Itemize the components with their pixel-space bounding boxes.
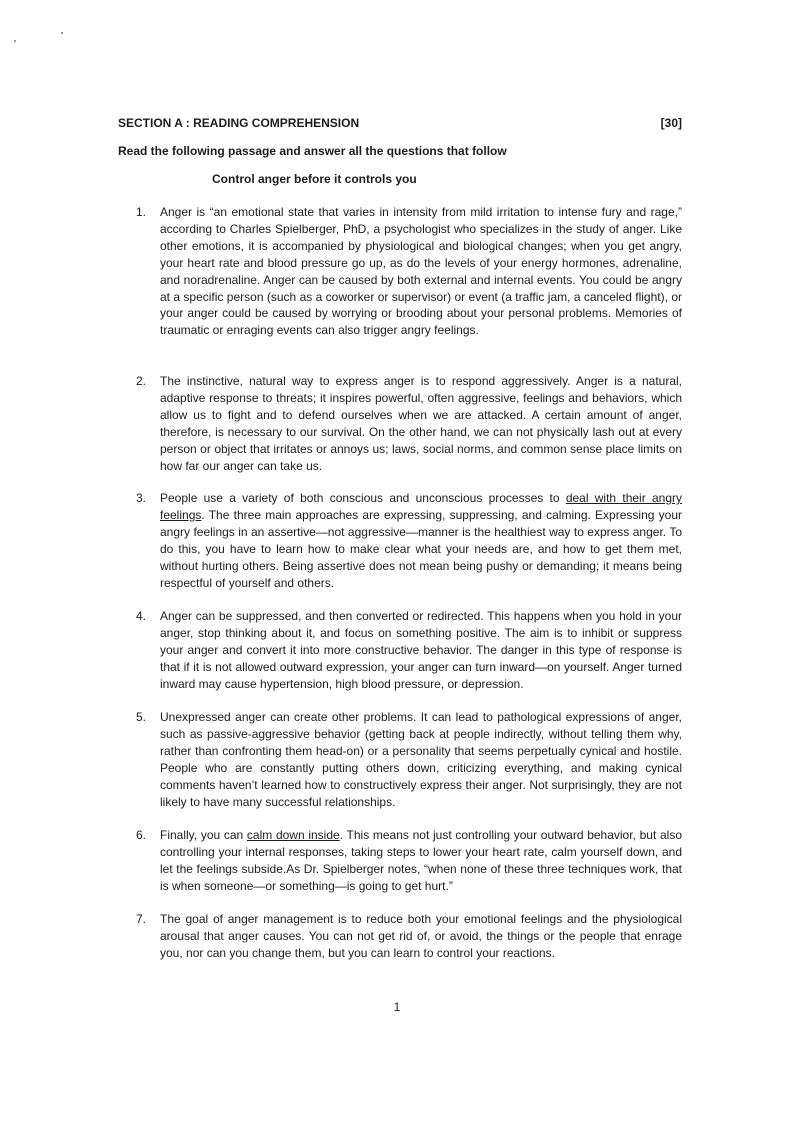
paragraph-text: Unexpressed anger can create other problems. It can lead to pathological expressions of anger, such as passive-aggressive behavior (getting back at people indirectly, without telling them why, rather than confronting them head-on) or a personality that seems perpetually cynical and hostile. People who are constantly putting others down, criticizing everything, and making cynical comments haven’t learned how to constructively express their anger. Not surprisingly, they are not likely to have many successful relationships.	[160, 710, 682, 809]
paragraph-7	[136, 911, 682, 962]
paragraph-text: Finally, you can calm down inside. This means not just controlling your outward behavior, but also controlling your internal responses, taking steps to lower your heart rate, calm yourself down, and let the feelings subside.As Dr. Spielberger notes, “when none of these three techniques work, that is when someone—or something—is going to get hurt.”	[160, 828, 682, 893]
paragraph-1	[136, 204, 682, 339]
paragraph-5	[136, 709, 682, 810]
paragraph-text: People use a variety of both conscious and unconscious processes to deal with their angry feelings. The three main approaches are expressing, suppressing, and calming. Expressing your angry feelings in an assertive—not aggressive—manner is the healthiest way to express anger. To do this, you have to learn how to make clear what your needs are, and how to get them met, without hurting others. Being assertive does not mean being pushy or demanding; it means being respectful of yourself and others.	[160, 491, 682, 590]
paragraph-number: 7.	[136, 912, 147, 926]
paragraph-number: 2.	[136, 374, 147, 388]
section-header	[118, 116, 682, 130]
instruction-text: Read the following passage and answer all the questions that follow	[118, 144, 507, 158]
scan-speck	[61, 32, 63, 34]
paragraph-4	[136, 608, 682, 693]
underlined-phrase: calm down inside	[246, 828, 340, 842]
section-heading: SECTION A : READING COMPREHENSION	[118, 116, 360, 130]
paragraph-text: The goal of anger management is to reduce both your emotional feelings and the physiological arousal that anger causes. You can not get rid of, or avoid, the things or the people that enrage you, nor can you change them, but you can learn to control your reactions.	[160, 912, 682, 960]
paragraph-3	[136, 490, 682, 591]
page-number: 1	[393, 1000, 401, 1014]
scan-speck	[14, 40, 16, 42]
paragraph-6	[136, 827, 682, 895]
paragraph-number: 5.	[136, 710, 147, 724]
paragraph-2	[136, 373, 682, 474]
paragraph-number: 6.	[136, 828, 147, 842]
underlined-phrase: deal with their angry feelings	[160, 491, 682, 522]
section-marks: [30]	[660, 116, 682, 130]
paragraph-text: Anger can be suppressed, and then converted or redirected. This happens when you hold in your anger, stop thinking about it, and focus on something positive. The aim is to inhibit or suppress your anger and convert it into more constructive behavior. The danger in this type of response is that if it is not allowed outward expression, your anger can turn inward—on yourself. Anger turned inward may cause hypertension, high blood pressure, or depression.	[160, 609, 682, 691]
paragraph-text: The instinctive, natural way to express anger is to respond aggressively. Anger is a natural, adaptive response to threats; it inspires powerful, often aggressive, feelings and behaviors, which allow us to fight and to defend ourselves when we are attacked. A certain amount of anger, therefore, is necessary to our survival. On the other hand, we can not physically lash out at every person or object that irritates or annoys us; laws, social norms, and common sense place limits on how far our anger can take us.	[160, 374, 682, 473]
paragraph-number: 1.	[136, 205, 147, 219]
passage-title: Control anger before it controls you	[212, 172, 417, 186]
paragraph-number: 4.	[136, 609, 147, 623]
paragraph-text: Anger is “an emotional state that varies in intensity from mild irritation to intense fury and rage,” according to Charles Spielberger, PhD, a psychologist who specializes in the study of anger. Like other emotions, it is accompanied by physiological and biological changes; when you get angry, your heart rate and blood pressure go up, as do the levels of your energy hormones, adrenaline, and noradrenaline. Anger can be caused by both external and internal events. You could be angry at a specific person (such as a coworker or supervisor) or event (a traffic jam, a canceled flight), or your anger could be caused by worrying or brooding about your personal problems. Memories of traumatic or enraging events can also trigger angry feelings.	[160, 205, 682, 338]
paragraph-number: 3.	[136, 491, 147, 505]
